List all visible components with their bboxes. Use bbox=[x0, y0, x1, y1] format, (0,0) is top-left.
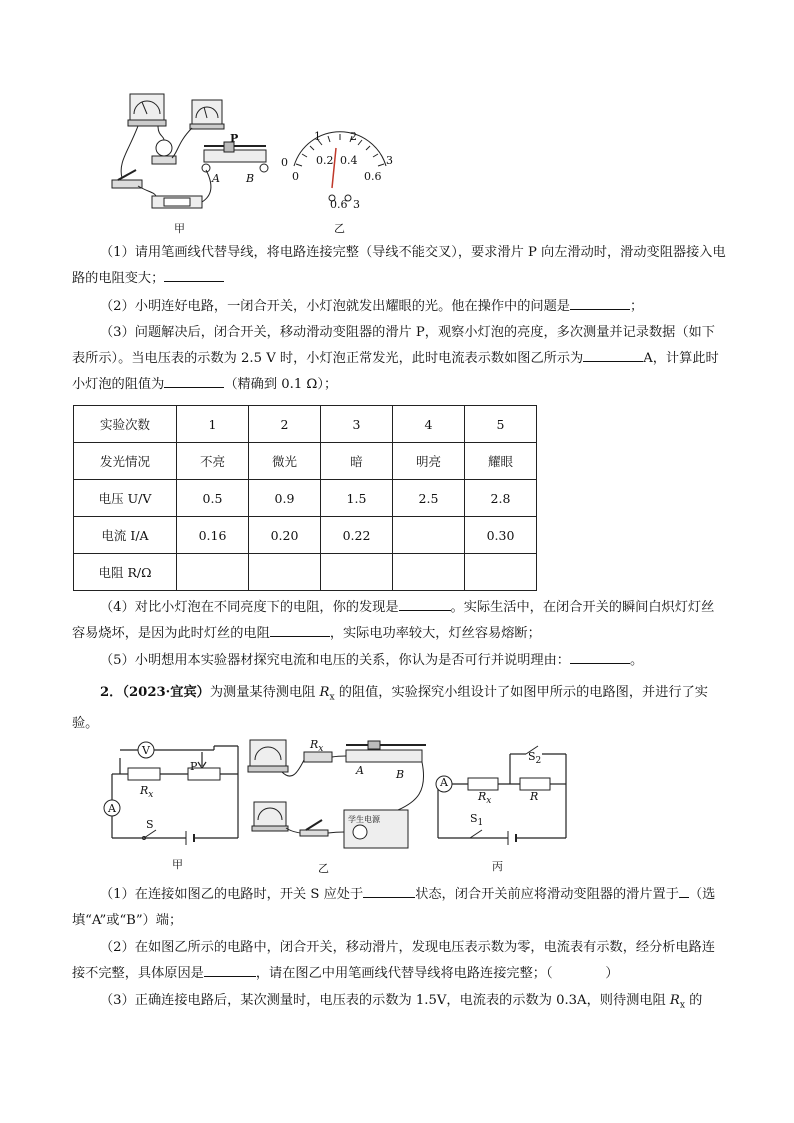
lower-scale-02: 0.2 bbox=[316, 154, 334, 167]
table-cell: 明亮 bbox=[393, 443, 465, 480]
table-cell: 0.16 bbox=[177, 517, 249, 554]
q1-part5: （5）小明想用本实验器材探究电流和电压的关系，你认为是否可行并说明理由： 。 bbox=[72, 648, 727, 674]
slider-p-label: P bbox=[230, 132, 239, 145]
ammeter-device bbox=[190, 100, 224, 129]
answer-blank[interactable] bbox=[399, 596, 451, 611]
answer-blank[interactable] bbox=[679, 883, 689, 898]
s2-label: $S_2$ bbox=[528, 750, 542, 767]
ammeter-device bbox=[252, 802, 288, 831]
answer-blank[interactable] bbox=[570, 649, 630, 664]
ammeter-label: A bbox=[108, 802, 116, 815]
terminal-06-label: 0.6 bbox=[330, 198, 348, 211]
fig2-caption-a: 甲 bbox=[172, 858, 183, 871]
switch-device bbox=[300, 820, 328, 836]
bulb-holder bbox=[152, 140, 176, 164]
lower-scale-0: 0 bbox=[292, 170, 299, 183]
rheostat-p-label: P bbox=[190, 760, 198, 773]
measurement-table bbox=[73, 405, 537, 591]
r-c-label: R bbox=[530, 790, 539, 803]
answer-blank[interactable] bbox=[164, 267, 224, 282]
table-cell: 0.22 bbox=[321, 517, 393, 554]
table-cell[interactable] bbox=[465, 554, 537, 591]
battery-symbol bbox=[186, 831, 194, 845]
apparatus-diagram-b bbox=[238, 732, 434, 856]
rx-c-label: $R_x$ bbox=[478, 790, 492, 807]
answer-blank[interactable] bbox=[570, 295, 630, 310]
table-row bbox=[74, 517, 537, 554]
answer-blank[interactable] bbox=[204, 962, 256, 977]
table-cell[interactable] bbox=[321, 554, 393, 591]
voltmeter-device bbox=[128, 94, 166, 126]
switch-s1-symbol bbox=[470, 830, 482, 838]
row-label: 电阻 R/Ω bbox=[74, 554, 177, 591]
table-header-cell: 1 bbox=[177, 406, 249, 443]
upper-scale-1: 1 bbox=[314, 130, 321, 143]
row-label: 电流 I/A bbox=[74, 517, 177, 554]
ammeter-c-label: A bbox=[440, 776, 448, 789]
q2-part3: （3）正确连接电路后，某次测量时，电压表的示数为 1.5V，电流表的示数为 0.3A，则待测电阻 $R_x$ 的 bbox=[100, 993, 703, 1011]
q1-part1: （1）请用笔画线代替导线，将电路连接完整（导线不能交叉），要求滑片 P 向左滑动时，滑动变阻器接入电路的电阻变大； bbox=[72, 245, 726, 286]
table-row bbox=[74, 406, 537, 443]
table-cell: 2.8 bbox=[465, 480, 537, 517]
row-label: 电压 U/V bbox=[74, 480, 177, 517]
rx-resistor-symbol bbox=[468, 778, 498, 790]
table-cell[interactable] bbox=[249, 554, 321, 591]
table-cell: 2.5 bbox=[393, 480, 465, 517]
voltmeter-label: V bbox=[142, 744, 150, 757]
fig2-caption-c: 丙 bbox=[492, 860, 503, 873]
table-cell: 耀眼 bbox=[465, 443, 537, 480]
q1-part4: （4）对比小灯泡在不同亮度下的电阻，你的发现是 。实际生活中，在闭合开关的瞬间白炽灯灯丝容易烧坏，是因为此时灯丝的电阻 ，实际电功率较大，灯丝容易熔断； bbox=[72, 595, 727, 647]
table-cell: 0.5 bbox=[177, 480, 249, 517]
answer-blank[interactable] bbox=[363, 883, 415, 898]
table-cell: 微光 bbox=[249, 443, 321, 480]
table-cell: 0.20 bbox=[249, 517, 321, 554]
fig2-caption-b: 乙 bbox=[318, 862, 329, 875]
battery-device bbox=[152, 196, 202, 208]
table-cell: 1.5 bbox=[321, 480, 393, 517]
upper-scale-2: 2 bbox=[350, 130, 357, 143]
circuit-diagram-c bbox=[430, 738, 576, 848]
power-supply-label: 学生电源 bbox=[348, 815, 380, 824]
table-cell: 0.9 bbox=[249, 480, 321, 517]
rheostat-terminal-b: B bbox=[396, 768, 405, 781]
table-header-cell: 5 bbox=[465, 406, 537, 443]
upper-scale-3: 3 bbox=[386, 154, 393, 167]
table-header-cell: 4 bbox=[393, 406, 465, 443]
question-number: 2． bbox=[100, 685, 123, 700]
table-row bbox=[74, 554, 537, 591]
table-header-cell: 3 bbox=[321, 406, 393, 443]
table-header-cell: 实验次数 bbox=[74, 406, 177, 443]
table-row bbox=[74, 480, 537, 517]
terminal-a-label: A bbox=[212, 172, 220, 185]
question-source: （2023·宜宾） bbox=[122, 685, 210, 700]
table-cell: 0.30 bbox=[465, 517, 537, 554]
s1-label: $S_1$ bbox=[470, 812, 484, 829]
table-row bbox=[74, 443, 537, 480]
rx-label: $R_x$ bbox=[140, 784, 154, 801]
table-cell[interactable] bbox=[393, 554, 465, 591]
battery-symbol bbox=[508, 831, 516, 845]
q1-part2: （2）小明连好电路，一闭合开关，小灯泡就发出耀眼的光。他在操作中的问题是 ； bbox=[72, 294, 727, 320]
fig1-caption-b: 乙 bbox=[334, 222, 345, 235]
q2-stem: 2．（2023·宜宾）为测量某待测电阻 $R_x$ 的阻值，实验探究小组设计了如图甲所示的电路图，并进行了实验。 bbox=[72, 685, 708, 731]
rheostat-device bbox=[202, 142, 268, 172]
q1-part3: （3）问题解决后，闭合开关，移动滑动变阻器的滑片 P，观察小灯泡的亮度，多次测量并记录数据（如下表所示）。当电压表的示数为 2.5 V 时，小灯泡正常发光，此时电流表示数如图乙所示为 A，计算此时小灯泡的阻值为 （精确到 0.1 Ω）； bbox=[72, 325, 719, 392]
table-header-cell: 2 bbox=[249, 406, 321, 443]
rx-resistor-symbol bbox=[128, 768, 160, 780]
rheostat-terminal-a: A bbox=[356, 764, 364, 777]
table-cell[interactable] bbox=[177, 554, 249, 591]
rheostat-device bbox=[346, 741, 426, 762]
q2-part2: （2）在如图乙所示的电路中，闭合开关，移动滑片，发现电压表示数为零，电流表有示数，经分析电路连接不完整，具体原因是 ，请在图乙中用笔画线代替导线将电路连接完整；（ ） bbox=[72, 940, 716, 981]
table-cell[interactable] bbox=[393, 517, 465, 554]
answer-blank[interactable] bbox=[583, 347, 643, 362]
r-resistor-symbol bbox=[520, 778, 550, 790]
q2-part1: （1）在连接如图乙的电路时，开关 S 应处于 状态，闭合开关前应将滑动变阻器的滑片置于 （选填“A”或“B”）端； bbox=[72, 882, 727, 934]
voltmeter-device bbox=[248, 740, 288, 772]
fig1-caption-a: 甲 bbox=[174, 222, 185, 235]
terminal-3-label: 3 bbox=[353, 198, 360, 211]
answer-blank[interactable] bbox=[270, 622, 330, 637]
upper-scale-0: 0 bbox=[281, 156, 288, 169]
answer-blank[interactable] bbox=[164, 373, 224, 388]
row-label: 发光情况 bbox=[74, 443, 177, 480]
lower-scale-04: 0.4 bbox=[340, 154, 358, 167]
table-cell: 不亮 bbox=[177, 443, 249, 480]
rx-device-label: $R_x$ bbox=[310, 738, 324, 755]
lower-scale-06: 0.6 bbox=[364, 170, 382, 183]
circuit-diagram-a bbox=[98, 738, 246, 848]
switch-s-label: S bbox=[146, 818, 154, 831]
switch-device bbox=[112, 170, 142, 188]
terminal-b-label: B bbox=[246, 172, 255, 185]
table-cell: 暗 bbox=[321, 443, 393, 480]
